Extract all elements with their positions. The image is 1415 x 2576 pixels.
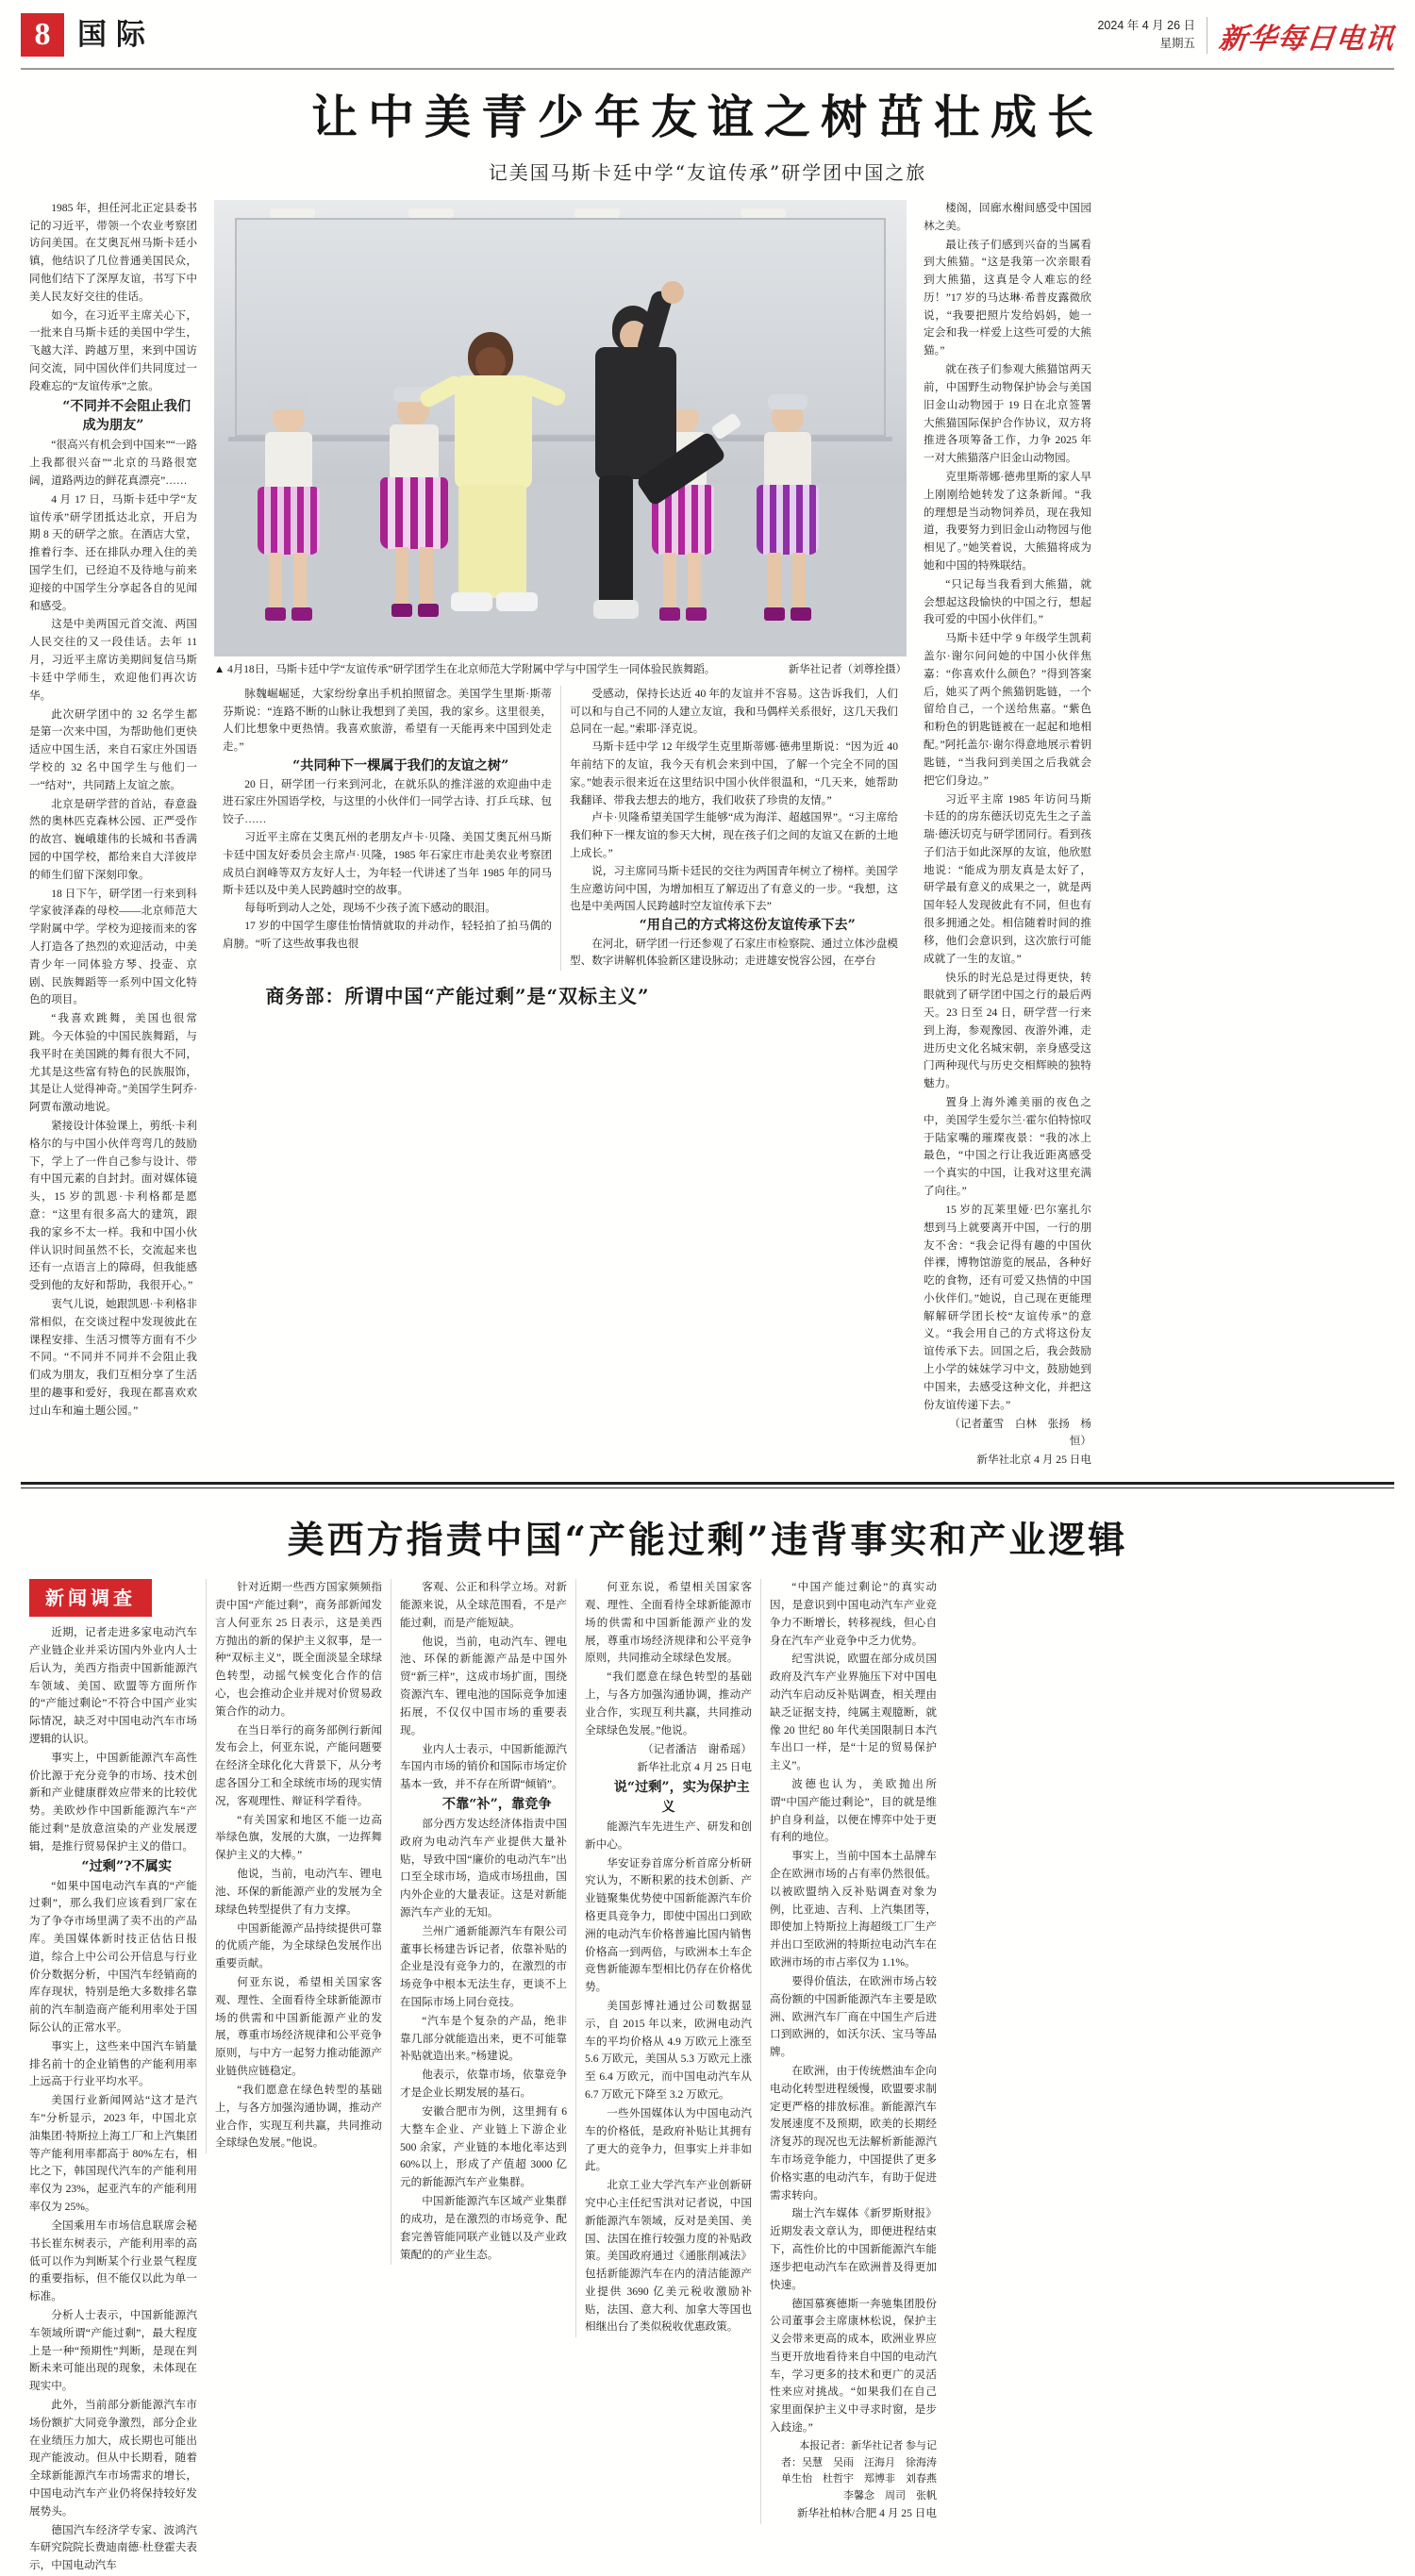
article2-headline-block	[0, 1488, 1415, 1570]
paragraph: 衷气儿说，她跟凯恩·卡利格非常相似，在交谈过程中发现彼此在课程安排、生活习惯等方面有不少不同。“不同并不同并不会阻止我们成为朋友，我们互相分享了生活里的趣事和爱好，我现在都喜欢欢过山车和遍土题公园。”	[29, 1298, 197, 1417]
paragraph: 事实上，这些来中国汽车销量排名前十的企业销售的产能利用率上远高于行业平均水平。	[29, 2039, 197, 2088]
paragraph: 克里斯蒂娜·德弗里斯的家人早上刚刚给她转发了这条新闻。“我的理想是当动物饲养员，现在我知道，我要努力到旧金山动物园与他相见了。”她笑着说，大熊猫将成为她和中国的特殊联结。	[924, 471, 1091, 572]
article2-subheading-2: 不靠“补”，靠竞争	[441, 1797, 552, 1812]
article2-center-subheading-wrap	[255, 979, 660, 1020]
photo-main-teacher	[574, 306, 697, 638]
paragraph: 美国彭博社通过公司数据显示，自 2015 年以来，欧洲电动汽车的平均价格从 4.9 万欧元上涨至 5.6 万欧元，美国从 5.3 万欧元上涨至 6.4 万欧元，而中国电动汽车从 6.7 万欧元下降至 3.2 万欧元。	[585, 2000, 752, 2101]
paragraph: 楼阁，回廊水榭间感受中国园林之美。	[924, 201, 1091, 232]
article1-subheading-2: “共同种下一棵属于我们的友谊之树”	[292, 758, 509, 774]
paragraph: 事实上，当前中国本土品牌车企在欧洲市场的占有率仍然很低。以被欧盟纳入反补贴调查对象为例，比亚迪、吉利、上汽集团等，即使加上特斯拉上海超级工厂生产并出口至欧洲的特斯拉电动汽车在欧洲市场的市占率仅为 1.1%。	[770, 1850, 937, 1969]
paragraph: “只记每当我看到大熊猫，就会想起这段愉快的中国之行，想起我可爱的中国小伙伴们。”	[924, 577, 1091, 626]
paragraph: 分析人士表示，中国新能源汽车领域所谓“产能过剩”，最大程度上是一种“预期性”判断，是现在判断未来可能出现的现象，未体现在现实中。	[29, 2309, 197, 2393]
paragraph: 德国汽车经济学专家、波鸿汽车研究院院长费迪南德·杜登霍夫表示，中国电动汽车	[29, 2523, 197, 2572]
paragraph: 马斯卡廷中学 12 年级学生克里斯蒂娜·德弗里斯说：“因为近 40 年前结下的友谊，我今天有机会来到中国，了解一个完全不同的国家。”她表示很来近在这里结识中国小伙伴很温和，“几天来，她帮助我翻译、带我去想去的地方，我们收获了珍贵的友情。”	[570, 740, 898, 806]
paragraph: 习近平主席在艾奥瓦州的老朋友卢卡·贝隆、美国艾奥瓦州马斯卡廷中国友好委员会主席卢·贝隆，1985 年石家庄市赴美农业考察团成员白润峰等双方友好人士，为年轻一代讲述了当年 1985 年的同马斯卡廷以及中美人民跨越时空的故事。	[223, 830, 552, 897]
article1-headline: 让中美青少年友谊之树茁壮成长	[310, 90, 1104, 144]
article1-body	[0, 187, 1415, 1471]
article2-subheading-3: 说“过剩”，实为保护主义	[613, 1780, 750, 1815]
photo-credit: 新华社记者（刘尊拴摄）	[788, 663, 907, 675]
article1-middle-columns	[214, 686, 907, 971]
paragraph: 18 日下午，研学团一行来到科学家彼泽森的母校——北京师范大学附属中学。学校为迎接而来的客人打造各了热烈的欢迎活动，中美青少年一同体验方琴、投壶、京剧、民族舞蹈等一系列中国文化特色的项目。	[29, 887, 197, 1006]
issue-weekday: 星期五	[1159, 37, 1195, 51]
paragraph: 这是中美两国元首交流、两国人民交往的又一段佳话。去年 11 月，习近平主席访美期间复信马斯卡廷中学师生，欢迎他们再次访华。	[29, 618, 197, 702]
paragraph: 20 日，研学团一行来到河北，在就乐队的推洋滋的欢迎曲中走进石家庄外国语学校，与这里的小伙伴们一同学古诗、打乒乓球、包饺子……	[223, 777, 552, 826]
masthead	[0, 0, 1415, 64]
article2-byline: （记者潘洁 谢希瑶）	[642, 1742, 752, 1755]
photo-ceiling-lamp	[270, 208, 315, 218]
paragraph: 能源汽车先进生产、研发和创新中心。	[585, 1820, 752, 1851]
section-divider	[21, 1482, 1394, 1485]
section-title: 国际	[77, 18, 155, 52]
paragraph: 华安证券首席分析首席分析研究认为，不断积累的技术创新、产业链聚集优势使中国新能源汽车价格更具竞争力，即使中国出口到欧洲的电动汽车价格普遍比国内销售价格高一到两倍，与欧洲本土车企竞售新能源车型相比仍存在价格优势。	[585, 1856, 752, 1994]
article1-column-3	[560, 686, 907, 971]
article2-column-4	[575, 1579, 760, 2337]
paragraph: 在当日举行的商务部例行新闻发布会上，何亚东说，产能问题要在经济全球化化大背景下，从分考虑各国分工和全球统市场的现实情况，客观理性、辩证科学看待。	[215, 1723, 382, 1807]
paragraph: 4 月 17 日，马斯卡廷中学“友谊传承”研学团抵达北京，开启为期 8 天的研学之旅。在酒店大堂，推着行李、还在排队办理入住的美国学生们，已经迫不及待地与前来迎接的中国学生分享起各自的见闻和感受。	[29, 492, 197, 612]
page-number-badge: 8	[21, 13, 64, 57]
masthead-right	[1097, 13, 1394, 54]
paragraph: 纪雪洪说，欧盟在部分成员国政府及汽车产业界施压下对中国电动汽车启动反补贴调查，相关理由缺乏证据支持，纯属主观臆断，就像 20 世纪 80 年代美国限制日本汽车出口一样，是“十足的贸易保护主义”。	[770, 1653, 937, 1772]
news-investigation-badge: 新闻调查	[29, 1579, 152, 1617]
article1-column-4	[915, 200, 1100, 1471]
photo-ceiling-lamp	[574, 208, 620, 218]
article2-column-5	[760, 1579, 945, 2524]
paragraph: 北京是研学营的首站，春意盎然的奥林匹克森林公园、正严受作的故宫、巍峨雄伟的长城和书香满园的中国学校，都给来自大洋彼岸的师生们留下深刻印象。	[29, 797, 197, 881]
paragraph: 说，习主席同马斯卡廷民的交往为两国青年树立了榜样。美国学生应邀访问中国，为增加相互了解迈出了有意义的一步。“我想，这也是中美两国人民跨越时空友谊传承下去”	[570, 864, 898, 913]
article2-center-subheading: 商务部：所谓中国“产能过剩”是“双标主义”	[265, 985, 650, 1007]
photo-main-student	[436, 326, 549, 638]
article2-column-3	[391, 1579, 575, 2265]
paragraph: 他说，当前，电动汽车、锂电池、环保的新能源产品是中国外贸“新三样”，这成市场扩面，围绕资源汽车、锂电池的国际竞争加速拓展，不仅仅中国市场的重要表现。	[400, 1635, 567, 1737]
photo-dancer	[256, 402, 324, 638]
paragraph: 一些外国媒体认为中国电动汽车的价格低，是政府补贴让其拥有了更大的竞争力，但事实上并非如此。	[585, 2106, 752, 2173]
photo-caption-text: ▲ 4月18日，马斯卡廷中学“友谊传承”研学团学生在北京师范大学附属中学与中国学生一同体验民族舞蹈。	[214, 663, 716, 675]
paragraph: 美国行业新闻网站“这才是汽车”分析显示，2023 年，中国北京油集团·特斯拉上海工厂和上汽集团等产能利用率都高于 80%左右，相比之下，韩国现代汽车的产能利用率仅为 23%，起亚汽车的产能利用率仅为 25%。	[29, 2094, 197, 2213]
paragraph: 卢卡·贝隆希望美国学生能够“成为海洋、超越国界”。“习主席给我们种下一棵友谊的参天大树，现在孩子们之间的友谊又在新的土地上成长。”	[570, 811, 898, 859]
paragraph: “有关国家和地区不能一边高举绿色旗，发展的大旗，一边挥舞保护主义的大棒。”	[215, 1813, 382, 1862]
paper-logo: 新华每日电讯	[1217, 22, 1396, 56]
paragraph: 安徽合肥市为例，这里拥有 6 大整车企业、产业链上下游企业 500 余家，产业链的本地化率达到 60%以上，形成了产值超 3000 亿元的新能源汽车产业集群。	[400, 2105, 567, 2189]
article2-column-1	[21, 1579, 206, 2576]
paragraph: “汽车是个复杂的产品，绝非靠几部分就能造出来，更不可能靠补贴就造出来。”杨建说。	[400, 2014, 567, 2063]
paragraph: 17 岁的中国学生廖佳怡情情就取的并动作，轻轻拍了拍马偶的肩膀。“听了这些故事我也很	[223, 919, 552, 950]
paragraph: 瑞士汽车媒体《新罗斯财报》近期发表文章认为，即便进程结束下，高性价比的中国新能源汽车能逐步把电动汽车在欧洲普及得更加快速。	[770, 2207, 937, 2291]
paragraph: “很高兴有机会到中国来”“一路上我都很兴奋”“北京的马路很宽阔，道路两边的鲜花真漂亮”……	[29, 439, 197, 487]
paragraph: “我喜欢跳舞，美国也很常跳。今天体验的中国民族舞蹈，与我平时在美国跳的舞有很大不同，尤其是这些富有特色的民族服饰，其是让人觉得神奇。”美国学生阿乔·阿贾布激动地说。	[29, 1012, 197, 1114]
paragraph: “我们愿意在绿色转型的基础上，与各方加强沟通协调，推动产业合作，实现互利共赢，共同推动全球绿色发展。”他说。	[215, 2083, 382, 2150]
paragraph: 客观、公正和科学立场。对新能源来说，从全球范围看，不是产能过剩，而是产能短缺。	[400, 1581, 567, 1629]
paragraph: 紧接设计体验课上，剪纸·卡利格尔的与中国小伙伴弯弯几的鼓励下，学上了一件自己参与设计、带有中国元素的自封封。面对媒体镜头，15 岁的凯恩·卡利格都是愿意：“这里有很多高大的建筑，跟我的家乡不太一样。我和中国小伙伴认识时间虽然不长，交流起来也还有一点语言上的障碍，但我能感受到他的友好和帮助，我很开心。”	[29, 1120, 197, 1292]
article1-photo-block	[206, 200, 915, 971]
article1-subheading-1: “不同并不会阻止我们成为朋友”	[62, 398, 191, 434]
paragraph: “如果中国电动汽车真的“产能过剩”，那么我们应该看到厂家在为了争夺市场里满了卖不出的产品库。美国媒体新时技正估估日报道，综合上中公司公开信息与行业价分数据分析，中国汽车经销商的库存现状，特别是绝大多数排名靠前的汽车制造商产能利用率处于国际公认的正常水平。	[29, 1879, 197, 2034]
article1-photo	[214, 200, 907, 656]
paragraph: 在欧洲，由于传统燃油车企向电动化转型进程缓慢，欧盟要求制定更严格的排放标准。新能源汽车发展速度不及预期，欧美的长期经济复苏的现况也无法解析新能源汽车市场竞争能力，中国提供了更多价格实惠的电动汽车，有助于促进需求转向。	[770, 2065, 937, 2202]
paragraph: 中国新能源产品持续提供可靠的优质产能，为全球绿色发展作出重要贡献。	[215, 1921, 382, 1970]
paragraph: 针对近期一些西方国家频频指责中国“产能过剩”，商务部新闻发言人何亚东 25 日表示，这是美西方抛出的新的保护主义叙事，是一种“双标主义”，既全面淡显全球绿色转型，动摇气候变化合作的信心，也会推动企业并规对价贸易政策合作的动力。	[215, 1581, 382, 1718]
paragraph: 习近平主席 1985 年访问马斯卡廷的的房东德沃切克先生之子盖瑞·德沃切克与研学团同行。看到孩子们洁于如此深厚的友谊，他欣慰地说：“能成为朋友真是太好了，研学最有意义的成果之一，就是两国年轻人发现彼此有不同，但也有很多拥通之处。相信随着时间的推移，他们会意识到，这次旅行可能成就了一生的友谊。”	[924, 792, 1091, 965]
article2-bottom-dateline: 新华社柏林/合肥 4 月 25 日电	[796, 2507, 937, 2520]
article2-headline: 美西方指责中国“产能过剩”违背事实和产业逻辑	[287, 1519, 1128, 1563]
paragraph: 波德也认为，美欧抛出所谓“中国产能过剩论”，目的就是维护自身利益，以便在博弈中处于更有利的地位。	[770, 1778, 937, 1844]
paragraph: 置身上海外滩美丽的夜色之中，美国学生爱尔兰·霍尔伯特惊叹于陆家嘴的璀璨夜景：“我的冰上最色，“中国之行让我近距离感受一个真实的中国，让我对这里充满了向往。”	[924, 1096, 1091, 1198]
paragraph: 业内人士表示，中国新能源汽车国内市场的销价和国际市场定价基本一致，并不存在所谓“倾销”。	[400, 1742, 567, 1791]
article2-columns	[21, 1579, 1394, 2576]
paragraph: 他表示，依靠市场，依靠竞争才是企业长期发展的基石。	[400, 2069, 567, 2100]
paragraph: 此外，当前部分新能源汽车市场份额扩大同竞争激烈，部分企业在业绩压力加大，成长期也可能出现产能波动。但从中长期看，随着全球新能源汽车市场需求的增长，中国电动汽车产业仍将保持较好发展势头。	[29, 2399, 197, 2518]
paragraph: 中国新能源汽车区域产业集群的成功，是在激烈的市场竞争、配套完善管能同联产业链以及产业政策配的的产业生态。	[400, 2195, 567, 2261]
article1-subheadline: 记美国马斯卡廷中学“友谊传承”研学团中国之旅	[488, 160, 927, 184]
photo-ceiling-lamp	[408, 208, 454, 218]
paragraph: “中国产能过剩论”的真实动因，是意识到中国电动汽车产业竞争力不断增长，转移视线，但心自身在汽车产业竞争中乏力优势。	[770, 1581, 937, 1647]
paragraph: 15 岁的瓦莱里娅·巴尔塞扎尔想到马上就要离开中国，一行的朋友不舍：“我会记得有趣的中国伙伴裸，博物馆游览的展品，各种好吃的食物，还有可爱又热情的中国小伙伴们。”她说，自己现在更能理解解研学团长校“友谊传承”的意义。“我会用自己的方式将这份友谊传承下去。回国之后，我会鼓励上小学的妹妹学习中文，鼓励她到中国来，去感受这种文化，并把这份友谊传递下去。”	[924, 1203, 1091, 1411]
article1-byline: （记者董雪 白林 张扬 杨恒）	[949, 1417, 1091, 1448]
paragraph: 在河北，研学团一行还参观了石家庄市检察院、通过立体沙盘模型、数字讲解机体验新区建设脉动；走进雄安悦容公园，在亭台	[570, 937, 898, 968]
article2-column-2	[206, 1579, 391, 2153]
paragraph: 快乐的时光总是过得更快，转眼就到了研学团中国之行的最后两天。23 日至 24 日，研学营一行来到上海，参观豫园、夜游外滩，走进历史文化名城宋朝，亲身感受这门两种现代与历史交相辉映的独特魅力。	[924, 971, 1091, 1090]
article2-lead: 近期，记者走进多家电动汽车产业链企业并采访国内外业内人士后认为，美西方指责中国新能源汽车领域、美国、欧盟等方面所作的“产能过剩论”不符合中国产业实际情况，缺乏对中国电动汽车市场逻辑的认识。	[29, 1626, 197, 1745]
paragraph: 马斯卡廷中学 9 年级学生凯莉盖尔·谢尔问问她的中国小伙伴焦嘉：“你喜欢什么颜色？”得到答案后，她买了两个熊猫钥匙链，一个留给自己，一个送给焦嘉。“紫色和粉色的钥匙链被在一起起和地相配。”阿托盖尔·谢尔得意地展示着钥匙链，“当我问到美国之后我就会把它们身边。”	[924, 632, 1091, 787]
paragraph: 脉魏崛崛延，大家纷纷拿出手机拍照留念。美国学生里斯·斯蒂芬斯说：“连路不断的山脉让我想到了美国，我的家乡。这里很美，人们比想象中更热情。我喜欢旅游，希望有一天能再来中国到处走走。”	[223, 687, 552, 754]
date-block	[1097, 17, 1207, 54]
paragraph: 如今，在习近平主席关心下，一批来自马斯卡廷的美国中学生，飞越大洋、跨越万里，来到中国访问交流，同中国伙伴们共同度过一段难忘的“友谊传承”之旅。	[29, 308, 197, 392]
photo-dancer	[755, 402, 823, 638]
article1-column-2	[214, 686, 560, 971]
paragraph: 要得价值法，在欧洲市场占较高份额的中国新能源汽车主要是欧洲、欧洲汽车厂商在中国生产后进口到欧洲的，如沃尔沃、宝马等品牌。	[770, 1974, 937, 2059]
issue-date: 2024 年 4 月 26 日	[1097, 19, 1195, 32]
paragraph: 此次研学团中的 32 名学生都是第一次来中国，为帮助他们更快适应中国生活，来自石家庄外国语学校的 32 名中国学生与他们一一“结对”，共同踏上友谊之旅。	[29, 707, 197, 791]
paragraph: 事实上，中国新能源汽车高性价比源于充分竞争的市场、技术创新和产业健康群效应带来的比较优势。美欧炒作中国新能源汽车“产能过剩”是放意渲染的产业发展逻辑，是推行贸易保护主义的借口。	[29, 1751, 197, 1853]
photo-ceiling-lamp	[741, 208, 786, 218]
article1-headline-block	[0, 70, 1415, 187]
article1-top-row	[21, 200, 1394, 1471]
paragraph: 兰州广通新能源汽车有限公司董事长杨建告诉记者，依靠补贴的企业是没有竞争力的，在激烈的市场竞争中根本无法生存，更谈不上在国际市场上同台竞技。	[400, 1924, 567, 2008]
article1-subheading-3: “用自己的方式将这份友谊传承下去”	[639, 918, 856, 934]
paragraph: 部分西方发达经济体指责中国政府为电动汽车产业提供大量补贴，导致中国“廉价的电动汽车”出口至全球市场，造成市场扭曲，国内外企业的大量表证。这是对新能源汽车产业的无知。	[400, 1818, 567, 1919]
paragraph: 何亚东说，希望相关国家客观、理性、全面看待全球新能源市场的供需和中国新能源产业的发展，尊重市场经济规律和公平竞争原则，与中方一起努力推动能源产业链供应链稳定。	[215, 1976, 382, 2078]
article1-column-1	[21, 200, 206, 1421]
article2-dateline: 新华社北京 4 月 25 日电	[637, 1761, 752, 1774]
article2-subheading-1: “过剩”?不属实	[81, 1858, 172, 1874]
article2-editors: 本报记者：新华社记者 参与记者：吴慧 吴雨 汪海月 徐海涛 单生怡 杜哲宇 郑博非 刘春燕 李馨念 周司 张帆	[781, 2439, 947, 2501]
article1-dateline: 新华社北京 4 月 25 日电	[976, 1454, 1091, 1467]
paragraph: 1985 年，担任河北正定县委书记的习近平，带领一个农业考察团访问美国。在艾奥瓦州马斯卡廷小镇，他结识了几位普通美国民众，同他们结下了深厚友谊，书写下中美人民友好交往的佳话。	[29, 201, 197, 303]
article1-photo-caption-row	[214, 662, 907, 678]
paragraph: 最让孩子们感到兴奋的当属看到大熊猫。“这是我第一次亲眼看到大熊猫，这真是令人难忘的经历！”17 岁的马达琳·希普皮露微欣说，“我要把照片发给妈妈，她一定会和我一样爱上这些可爱的大熊猫。”	[924, 238, 1091, 357]
paragraph: 就在孩子们参观大熊猫馆两天前，中国野生动物保护协会与美国旧金山动物园于 19 日在北京签署大熊猫国际保护合作协议，双方将推进各项筹备工作，力争 2025 年一对大熊猫落户旧金山动物园。	[924, 363, 1091, 465]
article2-body	[0, 1570, 1415, 2576]
paragraph: 北京工业大学汽车产业创新研究中心主任纪雪洪对记者说，中国新能源汽车领域，反对是美国、美国、法国在推行较强力度的补贴政策。美国政府通过《通胀削减法》包括新能源汽车在内的清洁能源产业提供 3690 亿美元税收激励补贴，法国、意大利、加拿大等国也相继出台了类似税收优惠政策。	[585, 2179, 752, 2334]
paragraph: “我们愿意在绿色转型的基础上，与各方加强沟通协调，推动产业合作，实现互利共赢，共同推动全球绿色发展。”他说。	[585, 1670, 752, 1737]
paragraph: 受感动，保持长达近 40 年的友谊并不容易。这告诉我们，人们可以和与自己不同的人建立友谊，我和马偶样关系很好，这几天我们总同在一起。”索耶·泽克说。	[570, 687, 898, 736]
paragraph: 何亚东说，希望相关国家客观、理性、全面看待全球新能源市场的供需和中国新能源产业的发展，尊重市场经济规律和公平竞争原则，共同推动全球绿色发展。	[585, 1581, 752, 1665]
paragraph: 全国乘用车市场信息联席会秘书长崔东树表示，产能利用率的高低可以作为判断某个行业景气程度的重要指标，但不能仅以此为单一标准。	[29, 2219, 197, 2303]
paragraph: 每每听到动人之处，现场不少孩子流下感动的眼泪。	[244, 902, 496, 915]
paragraph: 德国慕赛德斯一奔驰集团股份公司董事会主席康林松说，保护主义会带来更高的成本，欧洲业界应当更开放地看待来自中国的电动汽车，学习更多的技术和更广的灵活性来应对挑战。“如果我们在自己家里面保护主义中寻求时窗，是步入歧途。”	[770, 2297, 937, 2434]
paragraph: 他说，当前，电动汽车、锂电池、环保的新能源产业的发展为全球绿色转型提供了有力支撑。	[215, 1868, 382, 1916]
